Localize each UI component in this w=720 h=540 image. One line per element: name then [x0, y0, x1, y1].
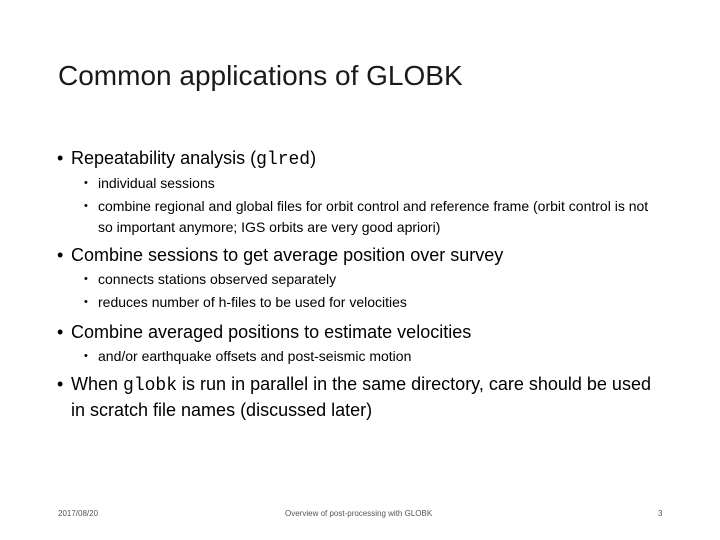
sub-bullet-dot: • [84, 200, 88, 212]
sub-bullet-text: combine regional and global files for orbit control and reference frame (orbit control is not so important anymore; IGS orbits are very good apriori) [98, 198, 649, 235]
bullet-text: Combine sessions to get average position over survey [71, 245, 504, 265]
bullet-text: Combine averaged positions to estimate velocities [71, 322, 472, 342]
bullet-repeatability [57, 146, 657, 172]
bullet-text-part: ) [310, 148, 317, 168]
bullet-text-part: Repeatability analysis ( [71, 148, 257, 168]
footer-title: Overview of post-processing with GLOBK [285, 509, 433, 518]
sub-bullet-combine-regional [84, 196, 664, 238]
bullet-text [71, 372, 657, 422]
sub-bullet-dot: • [84, 273, 88, 285]
footer-page-number: 3 [658, 509, 663, 518]
slide-title: Common applications of GLOBK [58, 60, 463, 91]
bullet-combine-averaged [57, 320, 657, 344]
sub-bullet-text: reduces number of h-files to be used for velocities [98, 294, 407, 310]
sub-bullet-individual-sessions [84, 173, 664, 194]
sub-bullet-earthquake-offsets [84, 346, 664, 367]
bullet-globk-parallel [57, 372, 657, 422]
sub-bullet-dot: • [84, 296, 88, 308]
code-globk: globk [123, 376, 178, 396]
bullet-dot: • [57, 322, 64, 342]
bullet-dot: • [57, 374, 64, 394]
sub-bullet-text: connects stations observed separately [98, 271, 337, 287]
code-glred: glred [256, 150, 311, 170]
bullet-combine-sessions [57, 243, 657, 267]
sub-bullet-text: and/or earthquake offsets and post-seismic motion [98, 348, 412, 364]
sub-bullet-connects-stations [84, 269, 664, 290]
footer-date: 2017/08/20 [58, 509, 99, 518]
bullet-dot: • [57, 148, 64, 168]
bullet-dot: • [57, 245, 64, 265]
bullet-text-part: When [71, 374, 124, 394]
sub-bullet-reduces-hfiles [84, 292, 664, 313]
sub-bullet-dot: • [84, 350, 88, 362]
bullet-text-part: is run in parallel in the same directory, care should be used in scratch file names (discussed later) [71, 374, 651, 420]
bullet-text [71, 146, 657, 172]
sub-bullet-text: individual sessions [98, 175, 215, 191]
sub-bullet-dot: • [84, 177, 88, 189]
